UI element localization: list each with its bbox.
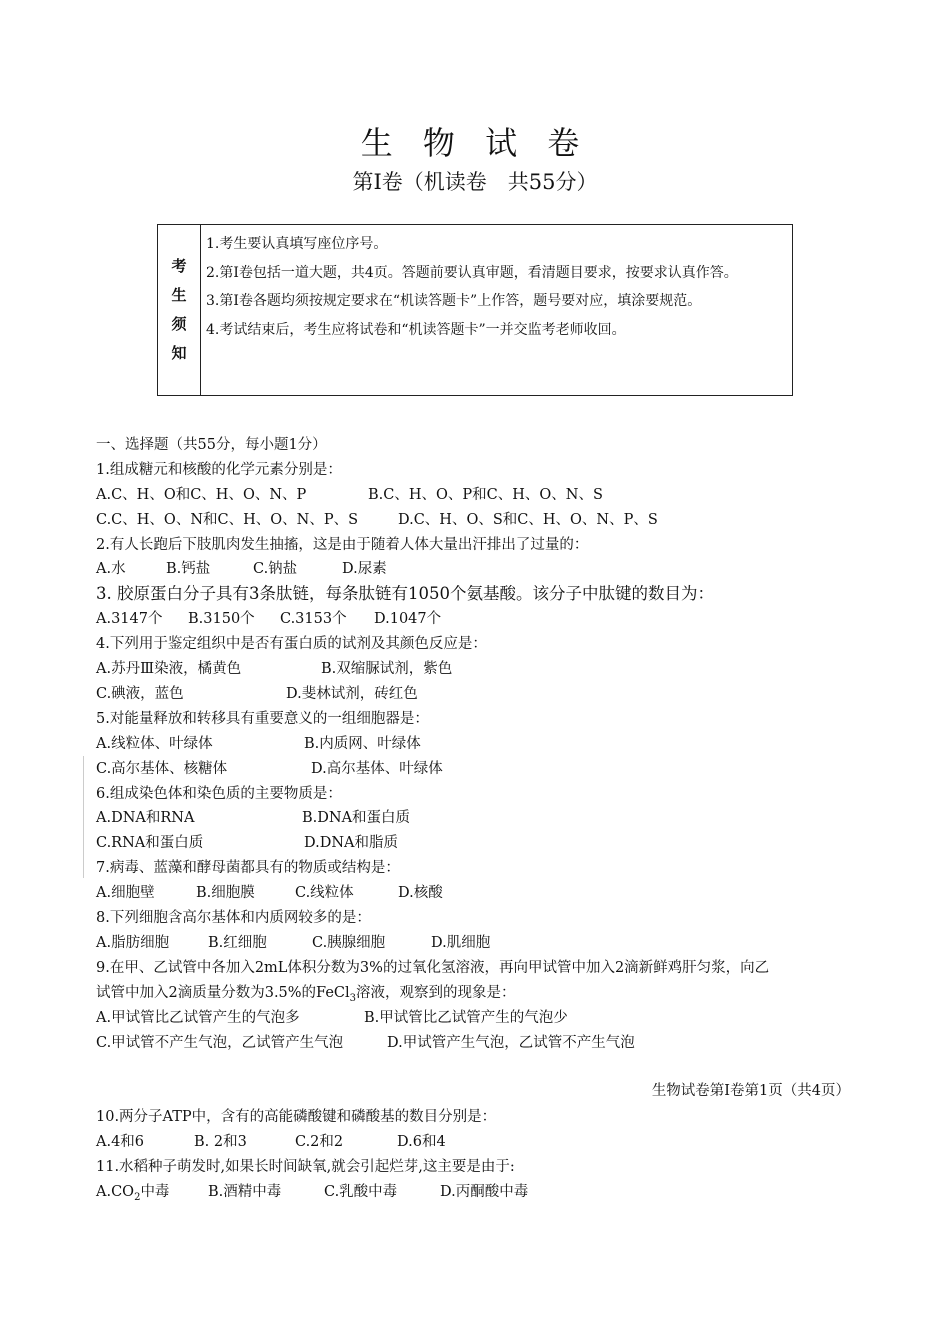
margin-mark bbox=[83, 756, 84, 878]
notice-label-char: 须 bbox=[171, 315, 187, 333]
notice-items bbox=[201, 225, 792, 395]
stem-text: 溶液，观察到的现象是： bbox=[356, 985, 516, 1001]
option-b: B.3150个 bbox=[188, 611, 255, 627]
option-a: A.C、H、O和C、H、O、N、P bbox=[96, 487, 307, 503]
option-d: D.1047个 bbox=[374, 611, 442, 627]
option-d: D.斐林试剂，砖红色 bbox=[286, 686, 418, 702]
subscript: 3 bbox=[349, 992, 357, 1004]
option-c: C.3153个 bbox=[280, 611, 347, 627]
option-b: B.细胞膜 bbox=[196, 885, 255, 901]
option-d: D.高尔基体、叶绿体 bbox=[311, 761, 443, 777]
option-d: D.6和4 bbox=[397, 1134, 446, 1150]
option-c: C.2和2 bbox=[295, 1134, 344, 1150]
option-a: A.水 bbox=[96, 561, 126, 577]
option-a: A.4和6 bbox=[96, 1134, 145, 1150]
option-d: D.DNA和脂质 bbox=[304, 835, 399, 851]
option-a: A.甲试管比乙试管产生的气泡多 bbox=[96, 1010, 300, 1026]
notice-item: 2.第I卷包括一道大题，共4页。答题前要认真审题，看清题目要求，按要求认真作答。 bbox=[206, 264, 738, 281]
question-stem: 11.水稻种子萌发时,如果长时间缺氧,就会引起烂芽,这主要是由于: bbox=[96, 1159, 515, 1175]
question-stem: 7.病毒、蓝藻和酵母菌都具有的物质或结构是： bbox=[96, 860, 400, 876]
option-d: D.C、H、O、S和C、H、O、N、P、S bbox=[398, 512, 658, 528]
notice-label bbox=[158, 225, 201, 395]
notice-item: 3.第I卷各题均须按规定要求在“机读答题卡”上作答，题号要对应，填涂要规范。 bbox=[206, 293, 702, 309]
option-b: B.酒精中毒 bbox=[208, 1184, 282, 1200]
option-a bbox=[96, 1180, 169, 1203]
option-a: A.细胞壁 bbox=[96, 885, 155, 901]
question-stem: 5.对能量释放和转移具有重要意义的一组细胞器是： bbox=[96, 711, 429, 727]
option-d: D.丙酮酸中毒 bbox=[440, 1184, 529, 1200]
page-footer: 生物试卷第I卷第1页（共4页） bbox=[651, 1083, 850, 1099]
option-b: B.C、H、O、P和C、H、O、N、S bbox=[368, 487, 603, 503]
notice-label-char: 考 bbox=[171, 257, 187, 275]
option-b: B.双缩脲试剂，紫色 bbox=[321, 661, 453, 677]
option-text: A.CO bbox=[96, 1184, 135, 1200]
question-stem: 8.下列细胞含高尔基体和内质网较多的是： bbox=[96, 910, 371, 926]
option-d: D.尿素 bbox=[342, 561, 387, 577]
option-text: 中毒 bbox=[140, 1184, 170, 1200]
subscript: 2 bbox=[134, 1191, 141, 1203]
option-b: B.钙盐 bbox=[166, 561, 211, 577]
exam-subtitle: 第I卷（机读卷 共55分） bbox=[352, 170, 598, 194]
option-c: C.乳酸中毒 bbox=[324, 1184, 398, 1200]
option-c: C.RNA和蛋白质 bbox=[96, 835, 204, 851]
option-a: A.3147个 bbox=[96, 611, 163, 627]
notice-label-char: 知 bbox=[171, 344, 187, 362]
option-b: B.红细胞 bbox=[208, 935, 267, 951]
option-a: A.线粒体、叶绿体 bbox=[96, 736, 213, 752]
option-b: B.DNA和蛋白质 bbox=[302, 810, 411, 826]
notice-item: 4.考试结束后，考生应将试卷和“机读答题卡”一并交监考老师收回。 bbox=[206, 321, 626, 338]
option-b: B. 2和3 bbox=[194, 1134, 247, 1150]
question-stem: 1.组成糖元和核酸的化学元素分别是： bbox=[96, 462, 342, 478]
option-c: C.线粒体 bbox=[295, 885, 354, 901]
option-c: C.甲试管不产生气泡，乙试管产生气泡 bbox=[96, 1035, 344, 1051]
notice-box bbox=[157, 224, 793, 396]
question-stem: 9.在甲、乙试管中各加入2mL体积分数为3%的过氧化氢溶液，再向甲试管中加入2滴新鲜鸡肝匀浆，向乙 bbox=[96, 960, 770, 976]
option-c: C.胰腺细胞 bbox=[312, 935, 386, 951]
notice-label-char: 生 bbox=[171, 286, 187, 304]
question-stem-cont bbox=[96, 981, 516, 1004]
option-a: A.DNA和RNA bbox=[96, 810, 195, 826]
section-header: 一、选择题（共55分，每小题1分） bbox=[96, 437, 327, 453]
option-a: A.苏丹Ⅲ染液，橘黄色 bbox=[96, 661, 242, 677]
option-b: B.甲试管比乙试管产生的气泡少 bbox=[364, 1010, 568, 1026]
question-stem: 10.两分子ATP中，含有的高能磷酸键和磷酸基的数目分别是： bbox=[96, 1109, 497, 1125]
exam-title: 生 物 试 卷 bbox=[360, 124, 590, 162]
option-d: D.甲试管产生气泡，乙试管不产生气泡 bbox=[387, 1035, 635, 1051]
option-c: C.碘液，蓝色 bbox=[96, 686, 184, 702]
stem-text: 试管中加入2滴质量分数为3.5%的FeCl bbox=[96, 985, 350, 1001]
option-c: C.C、H、O、N和C、H、O、N、P、S bbox=[96, 512, 359, 528]
option-d: D.肌细胞 bbox=[431, 935, 491, 951]
question-stem: 2.有人长跑后下肢肌肉发生抽搐，这是由于随着人体大量出汗排出了过量的： bbox=[96, 537, 589, 553]
notice-item: 1.考生要认真填写座位序号。 bbox=[206, 236, 388, 252]
option-c: C.钠盐 bbox=[253, 561, 298, 577]
option-d: D.核酸 bbox=[398, 885, 443, 901]
question-stem: 6.组成染色体和染色质的主要物质是： bbox=[96, 786, 342, 802]
question-stem: 4.下列用于鉴定组织中是否有蛋白质的试剂及其颜色反应是： bbox=[96, 636, 487, 652]
option-a: A.脂肪细胞 bbox=[96, 935, 170, 951]
option-b: B.内质网、叶绿体 bbox=[304, 736, 421, 752]
option-c: C.高尔基体、核糖体 bbox=[96, 761, 228, 777]
question-stem: 3. 胶原蛋白分子具有3条肽链，每条肽链有1050个氨基酸。该分子中肽键的数目为： bbox=[96, 584, 714, 603]
